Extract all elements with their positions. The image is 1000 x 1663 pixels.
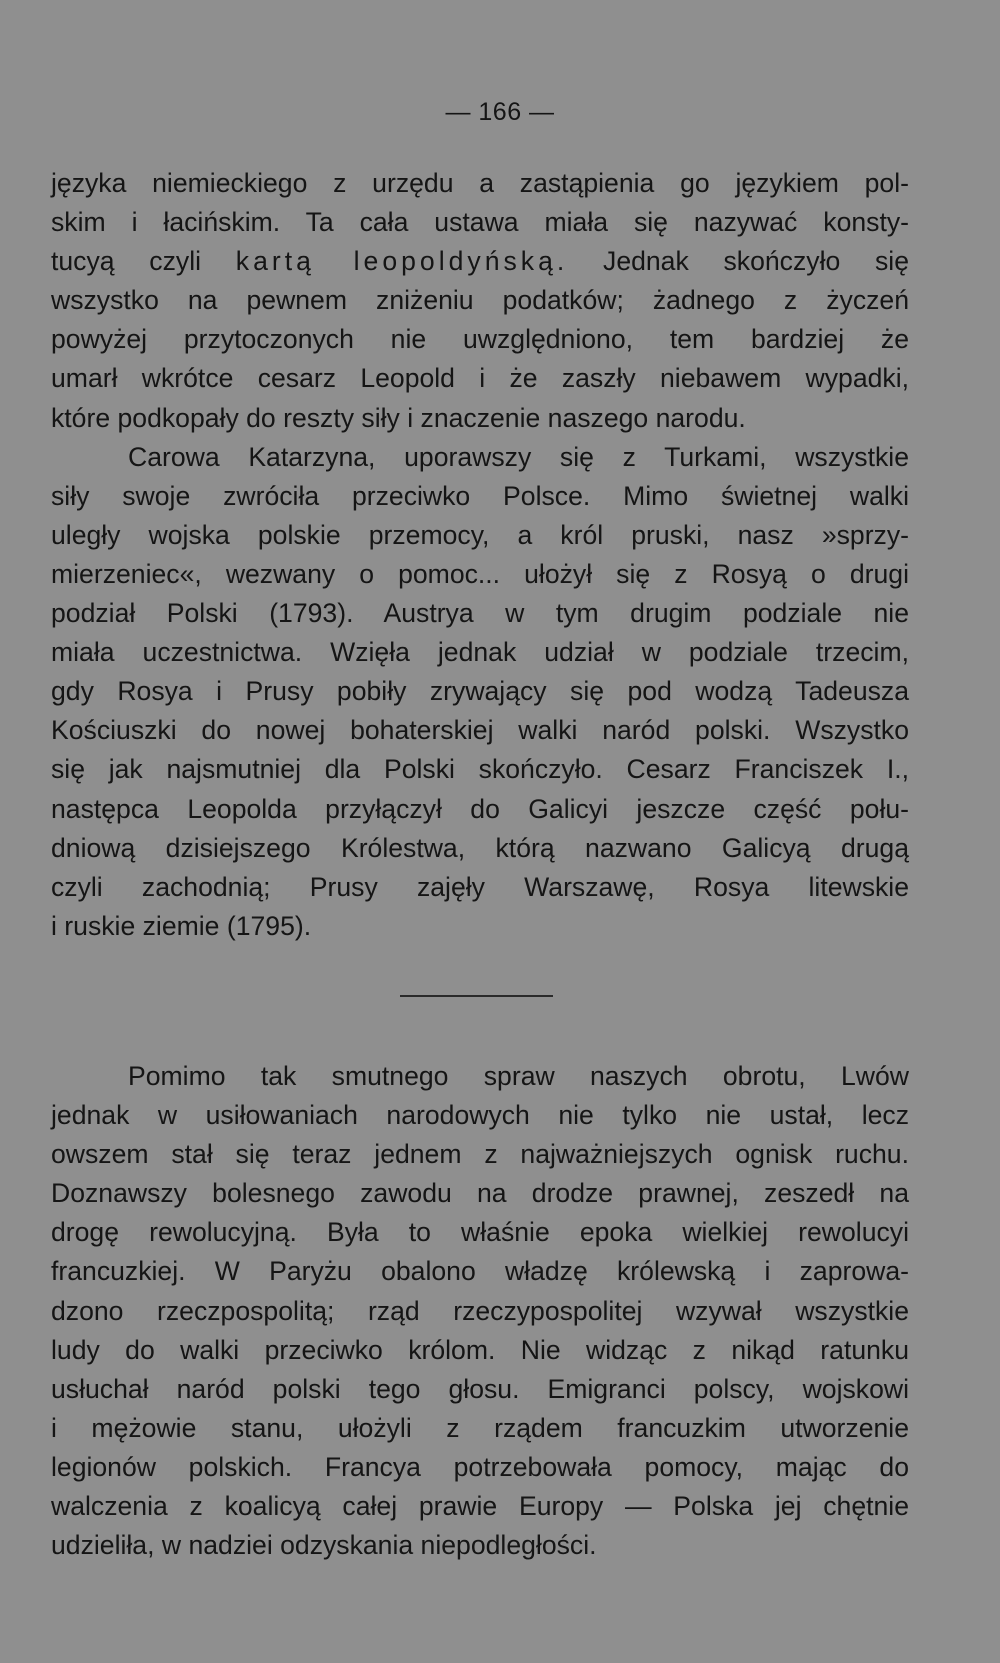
text-line: Doznawszy bolesnego zawodu na drodze prawnej, zeszedł na	[51, 1178, 909, 1209]
text-line: dzono rzeczpospolitą; rząd rzeczypospolitej wzywał wszystkie	[51, 1295, 909, 1326]
text-line: mierzeniec«, wezwany o pomoc... ułożył się z Rosyą o drugi	[51, 558, 909, 589]
text-line: umarł wkrótce cesarz Leopold i że zaszły niebawem wypadki,	[51, 363, 909, 394]
text-line: owszem stał się teraz jednem z najważniejszych ognisk ruchu.	[51, 1139, 909, 1170]
text-line: i mężowie stanu, ułożyli z rządem francuzkim utworzenie	[51, 1412, 909, 1443]
text-line: wszystko na pewnem zniżeniu podatków; żadnego z życzeń	[51, 285, 909, 316]
paragraph-1	[51, 164, 909, 438]
text-fragment: Jednak skończyło się	[603, 246, 910, 277]
section-divider	[400, 995, 553, 997]
text-line: miała uczestnictwa. Wzięła jednak udział w podziale trzecim,	[51, 637, 909, 668]
page-number: — 166 —	[445, 98, 555, 126]
paragraph-3	[51, 1057, 909, 1565]
text-line: podział Polski (1793). Austrya w tym drugim podziale nie	[51, 598, 909, 629]
text-line: siły swoje zwróciła przeciwko Polsce. Mimo świetnej walki	[51, 480, 909, 511]
text-line: ludy do walki przeciwko królom. Nie widząc z nikąd ratunku	[51, 1334, 909, 1365]
text-line: które podkopały do reszty siły i znaczenie naszego narodu.	[51, 402, 746, 433]
text-line: się jak najsmutniej dla Polski skończyło. Cesarz Franciszek I.,	[51, 754, 909, 785]
text-line: uległy wojska polskie przemocy, a król pruski, nasz »sprzy-	[51, 519, 909, 550]
text-line: gdy Rosya i Prusy pobiły zrywający się pod wodzą Tadeusza	[51, 676, 909, 707]
text-line: walczenia z koalicyą całej prawie Europy — Polska jej chętnie	[51, 1491, 909, 1522]
spaced-emphasis: kartą leopoldyńską.	[235, 246, 569, 277]
text-line: udzieliła, w nadziei odzyskania niepodległości.	[51, 1530, 597, 1561]
text-line: francuzkiej. W Paryżu obalono władzę królewską i zaprowa-	[51, 1256, 909, 1287]
text-line: powyżej przytoczonych nie uwzględniono, tem bardziej że	[51, 324, 909, 355]
text-line: Pomimo tak smutnego spraw naszych obrotu, Lwów	[128, 1061, 909, 1091]
text-line: języka niemieckiego z urzędu a zastąpienia go językiem pol-	[51, 168, 909, 198]
text-fragment: tucyą czyli	[51, 246, 202, 277]
text-line: usłuchał naród polski tego głosu. Emigranci polscy, wojskowi	[51, 1373, 909, 1404]
text-line	[51, 242, 909, 281]
text-line: i ruskie ziemie (1795).	[51, 910, 312, 941]
text-line: czyli zachodnią; Prusy zajęły Warszawę, Rosya litewskie	[51, 871, 909, 902]
text-line: drogę rewolucyjną. Była to właśnie epoka wielkiej rewolucyi	[51, 1217, 909, 1248]
paragraph-2	[51, 438, 909, 946]
text-line: dniową dzisiejszego Królestwa, którą nazwano Galicyą drugą	[51, 832, 909, 863]
text-line: skim i łacińskim. Ta cała ustawa miała się nazywać konsty-	[51, 207, 909, 238]
text-line: następca Leopolda przyłączył do Galicyi jeszcze część połu-	[51, 793, 909, 824]
text-line: Kościuszki do nowej bohaterskiej walki naród polski. Wszystko	[51, 715, 909, 746]
text-line: jednak w usiłowaniach narodowych nie tylko nie ustał, lecz	[51, 1100, 909, 1131]
text-line: Carowa Katarzyna, uporawszy się z Turkami, wszystkie	[128, 441, 909, 472]
text-line: legionów polskich. Francya potrzebowała pomocy, mając do	[51, 1451, 909, 1482]
